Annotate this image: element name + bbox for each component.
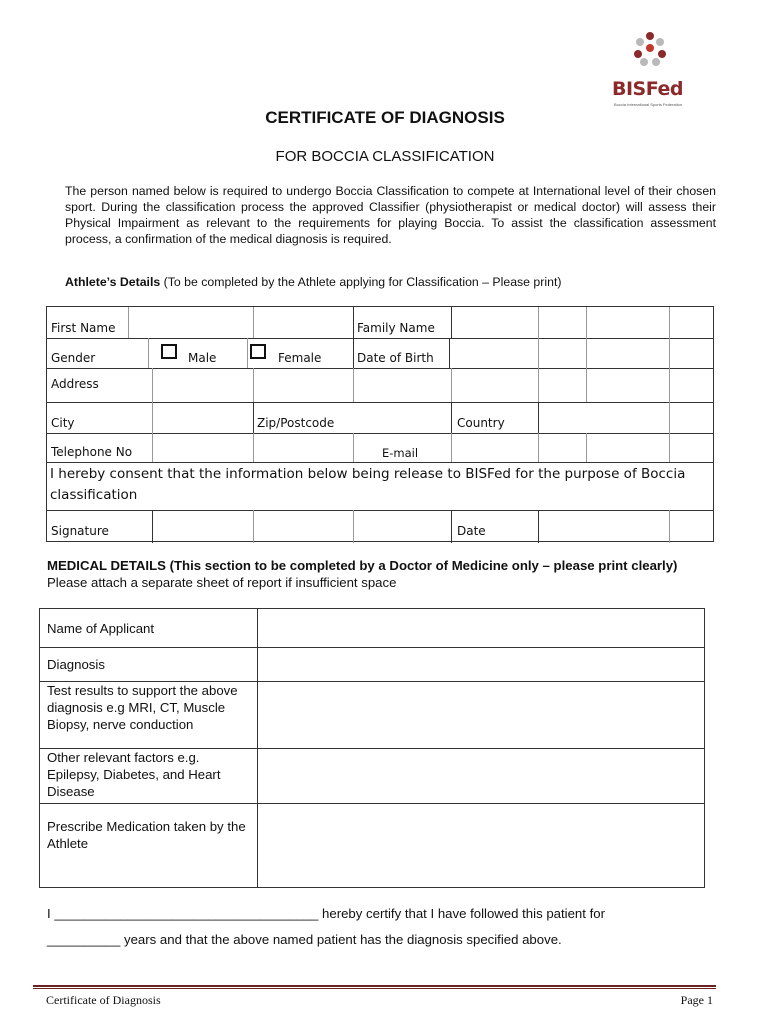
family-name-label: Family Name: [357, 321, 435, 335]
gender-label: Gender: [51, 351, 96, 365]
footer-page-number: Page 1: [680, 993, 713, 1007]
bisfed-logo: [608, 30, 688, 110]
athlete-heading-note: (To be completed by the Athlete applying for Classification – Please print): [160, 275, 562, 289]
male-label: Male: [188, 351, 217, 365]
other-factors-field[interactable]: [258, 749, 704, 803]
male-checkbox[interactable]: [161, 344, 177, 359]
athlete-details-table: [46, 306, 714, 542]
test-results-label: Test results to support the above diagnosis e.g MRI, CT, Muscle Biopsy, nerve conduction: [47, 683, 238, 732]
diagnosis-label: Diagnosis: [47, 657, 105, 672]
name-of-applicant-label: Name of Applicant: [47, 621, 155, 636]
name-of-applicant-field[interactable]: [258, 609, 704, 647]
footer-rule: [33, 985, 716, 989]
medication-field[interactable]: [258, 804, 704, 887]
test-results-field[interactable]: [258, 682, 704, 748]
athlete-section-heading: [65, 275, 561, 289]
footer-document-name: Certificate of Diagnosis: [46, 993, 161, 1007]
intro-paragraph: The person named below is required to undergo Boccia Classification to compete at International level of their chosen sport. During the classification process the approved Classifier (physiotherapist or medical doctor) will assess their Physical Impairment as relevant to the requirements for playing Boccia. To assist the classification assessment process, a confirmation of the medical diagnosis is required.: [65, 184, 716, 246]
diagnosis-field[interactable]: [258, 648, 704, 681]
boccia-balls-icon: [630, 30, 670, 72]
email-label: E-mail: [382, 446, 419, 460]
country-label: Country: [457, 416, 505, 430]
medical-details-table: [39, 608, 705, 888]
other-factors-label: Other relevant factors e.g. Epilepsy, Diabetes, and Heart Disease: [47, 750, 221, 799]
zip-postcode-label: Zip/Postcode: [257, 416, 335, 430]
athlete-heading-bold: Athlete’s Details: [65, 275, 161, 289]
document-title: CERTIFICATE OF DIAGNOSIS: [265, 108, 505, 127]
female-label: Female: [278, 351, 322, 365]
first-name-label: First Name: [51, 321, 116, 335]
medical-heading-note: Please attach a separate sheet of report if insufficient space: [47, 575, 397, 590]
city-label: City: [51, 416, 75, 430]
date-label: Date: [457, 524, 486, 538]
signature-label: Signature: [51, 524, 109, 538]
medication-label: Prescribe Medication taken by the Athlete: [47, 819, 246, 851]
logo-brand: BISFed: [612, 78, 683, 100]
address-label: Address: [51, 377, 99, 391]
document-subtitle: FOR BOCCIA CLASSIFICATION: [275, 148, 495, 165]
telephone-label: Telephone No: [51, 445, 133, 459]
certification-line-1: I ____________________________________ hereby certify that I have followed this patient for: [47, 906, 605, 921]
certification-line-2: __________ years and that the above named patient has the diagnosis specified above.: [47, 932, 562, 947]
date-of-birth-label: Date of Birth: [357, 351, 434, 365]
consent-statement: I hereby consent that the information below being release to BISFed for the purpose of Boccia classification: [50, 466, 686, 503]
logo-tagline: Boccia International Sports Federation: [614, 102, 683, 107]
female-checkbox[interactable]: [250, 344, 266, 359]
medical-heading-bold: MEDICAL DETAILS (This section to be completed by a Doctor of Medicine only – please print clearly): [47, 558, 678, 573]
medical-section-heading: [47, 557, 717, 591]
